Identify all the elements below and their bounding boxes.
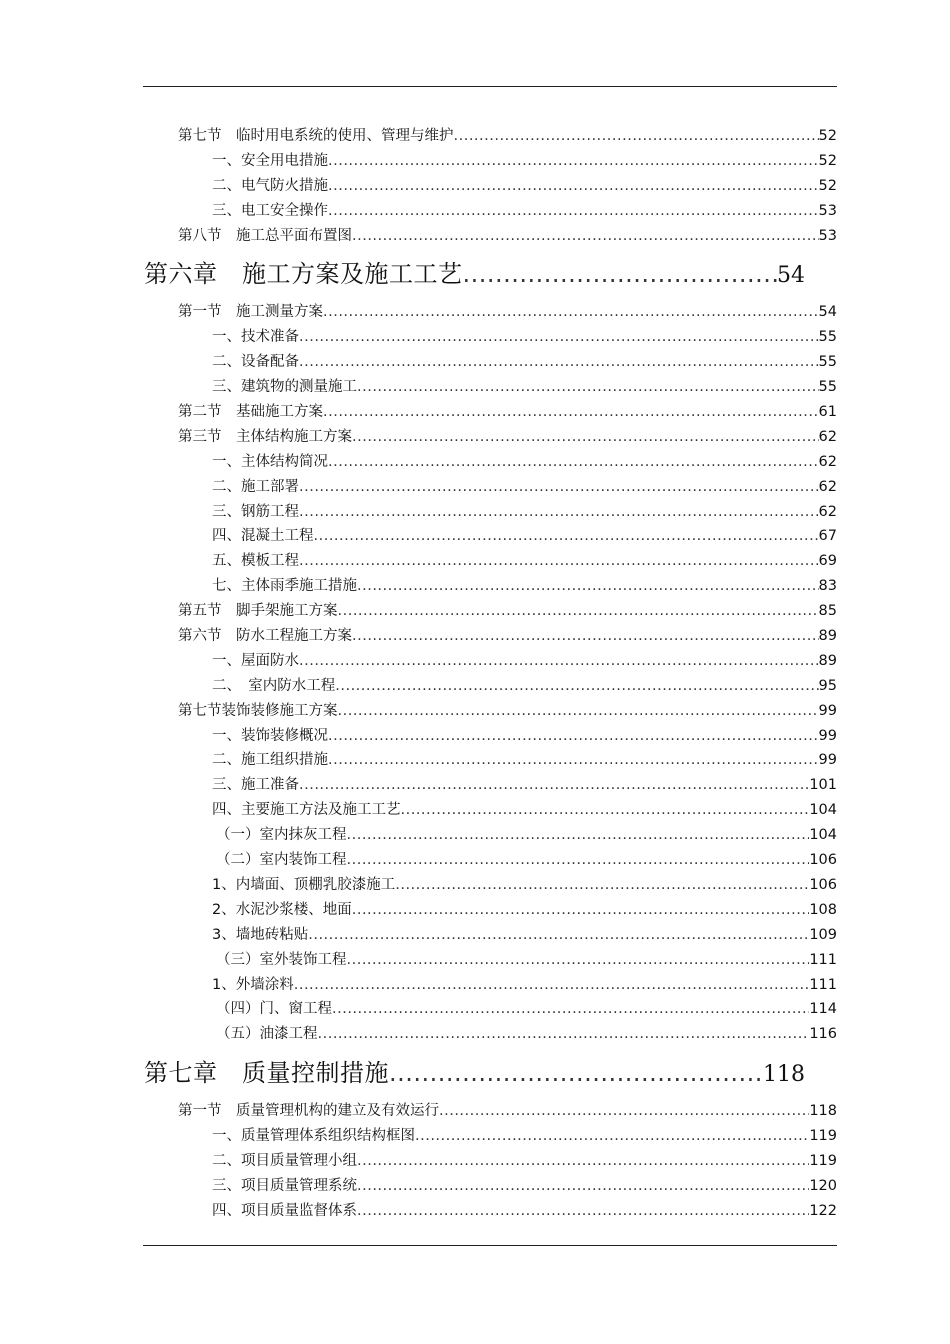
toc-entry[interactable] [0, 873, 837, 898]
toc-dot-leader [318, 1022, 810, 1047]
toc-entry[interactable] [0, 400, 837, 425]
toc-entry-title: 二、施工部署 [212, 478, 299, 495]
toc-dot-leader [357, 375, 819, 400]
toc-dot-leader [415, 1124, 809, 1149]
toc-entry[interactable] [0, 174, 837, 199]
toc-dot-leader [299, 773, 809, 798]
toc-dot-leader [332, 997, 809, 1022]
toc-entry[interactable] [0, 375, 837, 400]
toc-entry[interactable] [0, 1149, 837, 1174]
toc-dot-leader [299, 350, 819, 375]
toc-entry[interactable] [0, 1022, 837, 1047]
toc-page-number: 106 [809, 876, 837, 893]
footer-rule [143, 1245, 837, 1246]
toc-entry-title: 三、项目质量管理系统 [212, 1177, 357, 1194]
toc-entry-title: 3、墙地砖粘贴 [212, 926, 309, 943]
toc-entry-title: 一、装饰装修概况 [212, 727, 328, 744]
toc-entry[interactable] [0, 798, 837, 823]
toc-page-number: 104 [809, 802, 837, 819]
toc-page-number: 55 [818, 379, 837, 396]
toc-page-number: 106 [809, 852, 837, 869]
toc-dot-leader [352, 425, 819, 450]
toc-entry[interactable] [0, 199, 837, 224]
toc-page-number: 89 [818, 652, 837, 669]
toc-page-number: 62 [818, 478, 837, 495]
toc-page-number: 67 [818, 528, 837, 545]
toc-dot-leader [328, 199, 819, 224]
toc-dot-leader [328, 450, 819, 475]
toc-entry-title: 二、施工组织措施 [212, 752, 328, 769]
toc-entry-title: 第七节 临时用电系统的使用、管理与维护 [178, 128, 454, 144]
toc-entry[interactable] [0, 823, 837, 848]
toc-entry-title: 二、 室内防水工程 [212, 677, 336, 694]
toc-dot-leader [299, 649, 819, 674]
toc-page-number: 114 [809, 1001, 837, 1018]
toc-page-number: 54 [818, 304, 837, 321]
toc-entry[interactable] [0, 1199, 837, 1224]
toc-entry[interactable] [0, 599, 837, 624]
toc-dot-leader [328, 748, 819, 773]
toc-entry[interactable] [0, 149, 837, 174]
toc-page-number: 99 [818, 702, 837, 719]
toc-entry[interactable] [0, 350, 837, 375]
toc-dot-leader [401, 798, 810, 823]
toc-page-number: 95 [818, 677, 837, 694]
toc-dot-leader [352, 224, 819, 249]
toc-entry-title: （二）室内装饰工程 [216, 852, 347, 869]
toc-page-number: 108 [809, 901, 837, 918]
toc-dot-leader [338, 599, 819, 624]
toc-entry[interactable] [0, 724, 837, 749]
toc-dot-leader [299, 475, 819, 500]
toc-page-number: 122 [809, 1202, 837, 1219]
toc-dot-leader [328, 174, 819, 199]
toc-page-number: 99 [818, 727, 837, 744]
toc-entry-title: 第六章 施工方案及施工工艺 [144, 260, 463, 289]
toc-page-number: 55 [818, 329, 837, 346]
toc-dot-leader [294, 973, 810, 998]
toc-entry-title: 1、外墙涂料 [212, 976, 294, 993]
toc-page-number: 54 [777, 263, 805, 289]
toc-page-number: 52 [818, 152, 837, 169]
toc-entry-title: 一、安全用电措施 [212, 152, 328, 169]
toc-entry-title: 第一节 质量管理机构的建立及有效运行 [178, 1103, 439, 1120]
toc-page-number: 89 [818, 628, 837, 645]
toc-page-number: 62 [818, 503, 837, 520]
toc-entry[interactable] [0, 574, 837, 599]
toc-dot-leader [323, 400, 819, 425]
toc-page-number: 118 [809, 1103, 837, 1120]
table-of-contents [0, 124, 950, 1224]
toc-dot-leader [357, 1149, 809, 1174]
toc-entry[interactable] [0, 1099, 837, 1124]
toc-entry-title: 三、施工准备 [212, 777, 299, 794]
toc-entry-title: 三、建筑物的测量施工 [212, 379, 357, 396]
toc-entry[interactable] [0, 748, 837, 773]
toc-entry[interactable] [0, 325, 837, 350]
toc-entry-title: 2、水泥沙浆楼、地面 [212, 901, 352, 918]
toc-page-number: 83 [818, 578, 837, 595]
toc-dot-leader [347, 823, 810, 848]
toc-entry[interactable] [0, 674, 837, 699]
toc-dot-leader [357, 574, 819, 599]
toc-page-number: 85 [818, 603, 837, 620]
toc-entry[interactable] [0, 549, 837, 574]
toc-entry[interactable] [0, 224, 837, 249]
toc-entry-title: 一、技术准备 [212, 329, 299, 346]
toc-dot-leader [357, 1174, 809, 1199]
toc-entry-title: 二、项目质量管理小组 [212, 1152, 357, 1169]
toc-entry-title: 第二节 基础施工方案 [178, 404, 323, 421]
toc-entry[interactable] [0, 898, 837, 923]
toc-page-number: 61 [818, 404, 837, 421]
toc-dot-leader [347, 948, 810, 973]
toc-page-number: 119 [809, 1128, 837, 1145]
toc-entry-title: 第三节 主体结构施工方案 [178, 428, 352, 445]
toc-dot-leader [299, 500, 819, 525]
toc-dot-leader [328, 149, 819, 174]
toc-page-number: 104 [809, 827, 837, 844]
toc-page-number: 52 [818, 177, 837, 194]
toc-entry-title: 第六节 防水工程施工方案 [178, 628, 352, 645]
toc-entry-title: 一、质量管理体系组织结构框图 [212, 1128, 415, 1145]
toc-entry-title: 第五节 脚手架施工方案 [178, 603, 338, 620]
toc-dot-leader [308, 923, 809, 948]
toc-dot-leader [357, 1199, 809, 1224]
toc-entry-title: （一）室内抹灰工程 [216, 827, 347, 844]
toc-page-number: 62 [818, 453, 837, 470]
toc-page-number: 53 [818, 227, 837, 244]
toc-entry-title: 第一节 施工测量方案 [178, 304, 323, 321]
toc-page-number: 101 [809, 777, 837, 794]
toc-page-number: 69 [818, 553, 837, 570]
toc-entry[interactable] [0, 1124, 837, 1149]
toc-page-number: 111 [809, 976, 837, 993]
toc-dot-leader [338, 699, 819, 724]
toc-dot-leader [328, 724, 819, 749]
toc-entry[interactable] [0, 649, 837, 674]
toc-chapter-entry[interactable] [0, 1049, 805, 1097]
toc-entry[interactable] [0, 524, 837, 549]
toc-page-number: 55 [818, 354, 837, 371]
toc-page-number: 111 [809, 951, 837, 968]
toc-entry-title: 一、屋面防水 [212, 652, 299, 669]
toc-entry[interactable] [0, 773, 837, 798]
toc-page-number: 52 [818, 128, 837, 144]
toc-entry-title: 第七章 质量控制措施 [144, 1059, 389, 1088]
toc-entry[interactable] [0, 300, 837, 325]
toc-dot-leader [454, 124, 819, 149]
toc-entry-title: （五）油漆工程 [216, 1026, 318, 1043]
toc-page-number: 99 [818, 752, 837, 769]
toc-dot-leader [323, 300, 819, 325]
toc-dot-leader [299, 549, 819, 574]
toc-entry[interactable] [0, 124, 837, 149]
toc-entry[interactable] [0, 500, 837, 525]
toc-entry-title: 七、主体雨季施工措施 [212, 578, 357, 595]
toc-entry-title: 二、设备配备 [212, 354, 299, 371]
toc-dot-leader [352, 624, 819, 649]
toc-dot-leader [335, 674, 818, 699]
toc-entry-title: 四、主要施工方法及施工工艺 [212, 802, 401, 819]
toc-entry[interactable] [0, 948, 837, 973]
toc-entry[interactable] [0, 973, 837, 998]
toc-page-number: 53 [818, 202, 837, 219]
toc-entry[interactable] [0, 699, 837, 724]
toc-entry[interactable] [0, 923, 837, 948]
toc-page-number: 118 [763, 1062, 805, 1088]
toc-entry[interactable] [0, 450, 837, 475]
toc-dot-leader [395, 873, 809, 898]
toc-entry-title: 第七节装饰装修施工方案 [178, 702, 338, 719]
toc-entry-title: （四）门、窗工程 [216, 1001, 332, 1018]
toc-entry-title: 四、混凝土工程 [212, 528, 314, 545]
toc-entry[interactable] [0, 997, 837, 1022]
toc-page-number: 62 [818, 428, 837, 445]
toc-entry-title: 四、项目质量监督体系 [212, 1202, 357, 1219]
toc-entry-title: 二、电气防火措施 [212, 177, 328, 194]
toc-entry[interactable] [0, 624, 837, 649]
toc-dot-leader [352, 898, 810, 923]
header-rule [143, 86, 837, 87]
toc-dot-leader [347, 848, 810, 873]
toc-entry[interactable] [0, 848, 837, 873]
toc-page-number: 116 [809, 1026, 837, 1043]
toc-page-number: 119 [809, 1152, 837, 1169]
toc-dot-leader [463, 250, 778, 298]
toc-entry-title: 三、钢筋工程 [212, 503, 299, 520]
toc-page-number: 109 [809, 926, 837, 943]
toc-dot-leader [299, 325, 819, 350]
toc-entry-title: 1、内墙面、顶棚乳胶漆施工 [212, 876, 396, 893]
toc-entry[interactable] [0, 475, 837, 500]
toc-entry[interactable] [0, 425, 837, 450]
toc-entry-title: 第八节 施工总平面布置图 [178, 227, 352, 244]
toc-entry-title: 三、电工安全操作 [212, 202, 328, 219]
toc-dot-leader [439, 1099, 809, 1124]
toc-dot-leader [389, 1049, 763, 1097]
toc-entry-title: 五、模板工程 [212, 553, 299, 570]
toc-chapter-entry[interactable] [0, 250, 805, 298]
toc-page-number: 120 [809, 1177, 837, 1194]
toc-entry-title: 一、主体结构简况 [212, 453, 328, 470]
toc-dot-leader [314, 524, 819, 549]
toc-entry-title: （三）室外装饰工程 [216, 951, 347, 968]
toc-entry[interactable] [0, 1174, 837, 1199]
